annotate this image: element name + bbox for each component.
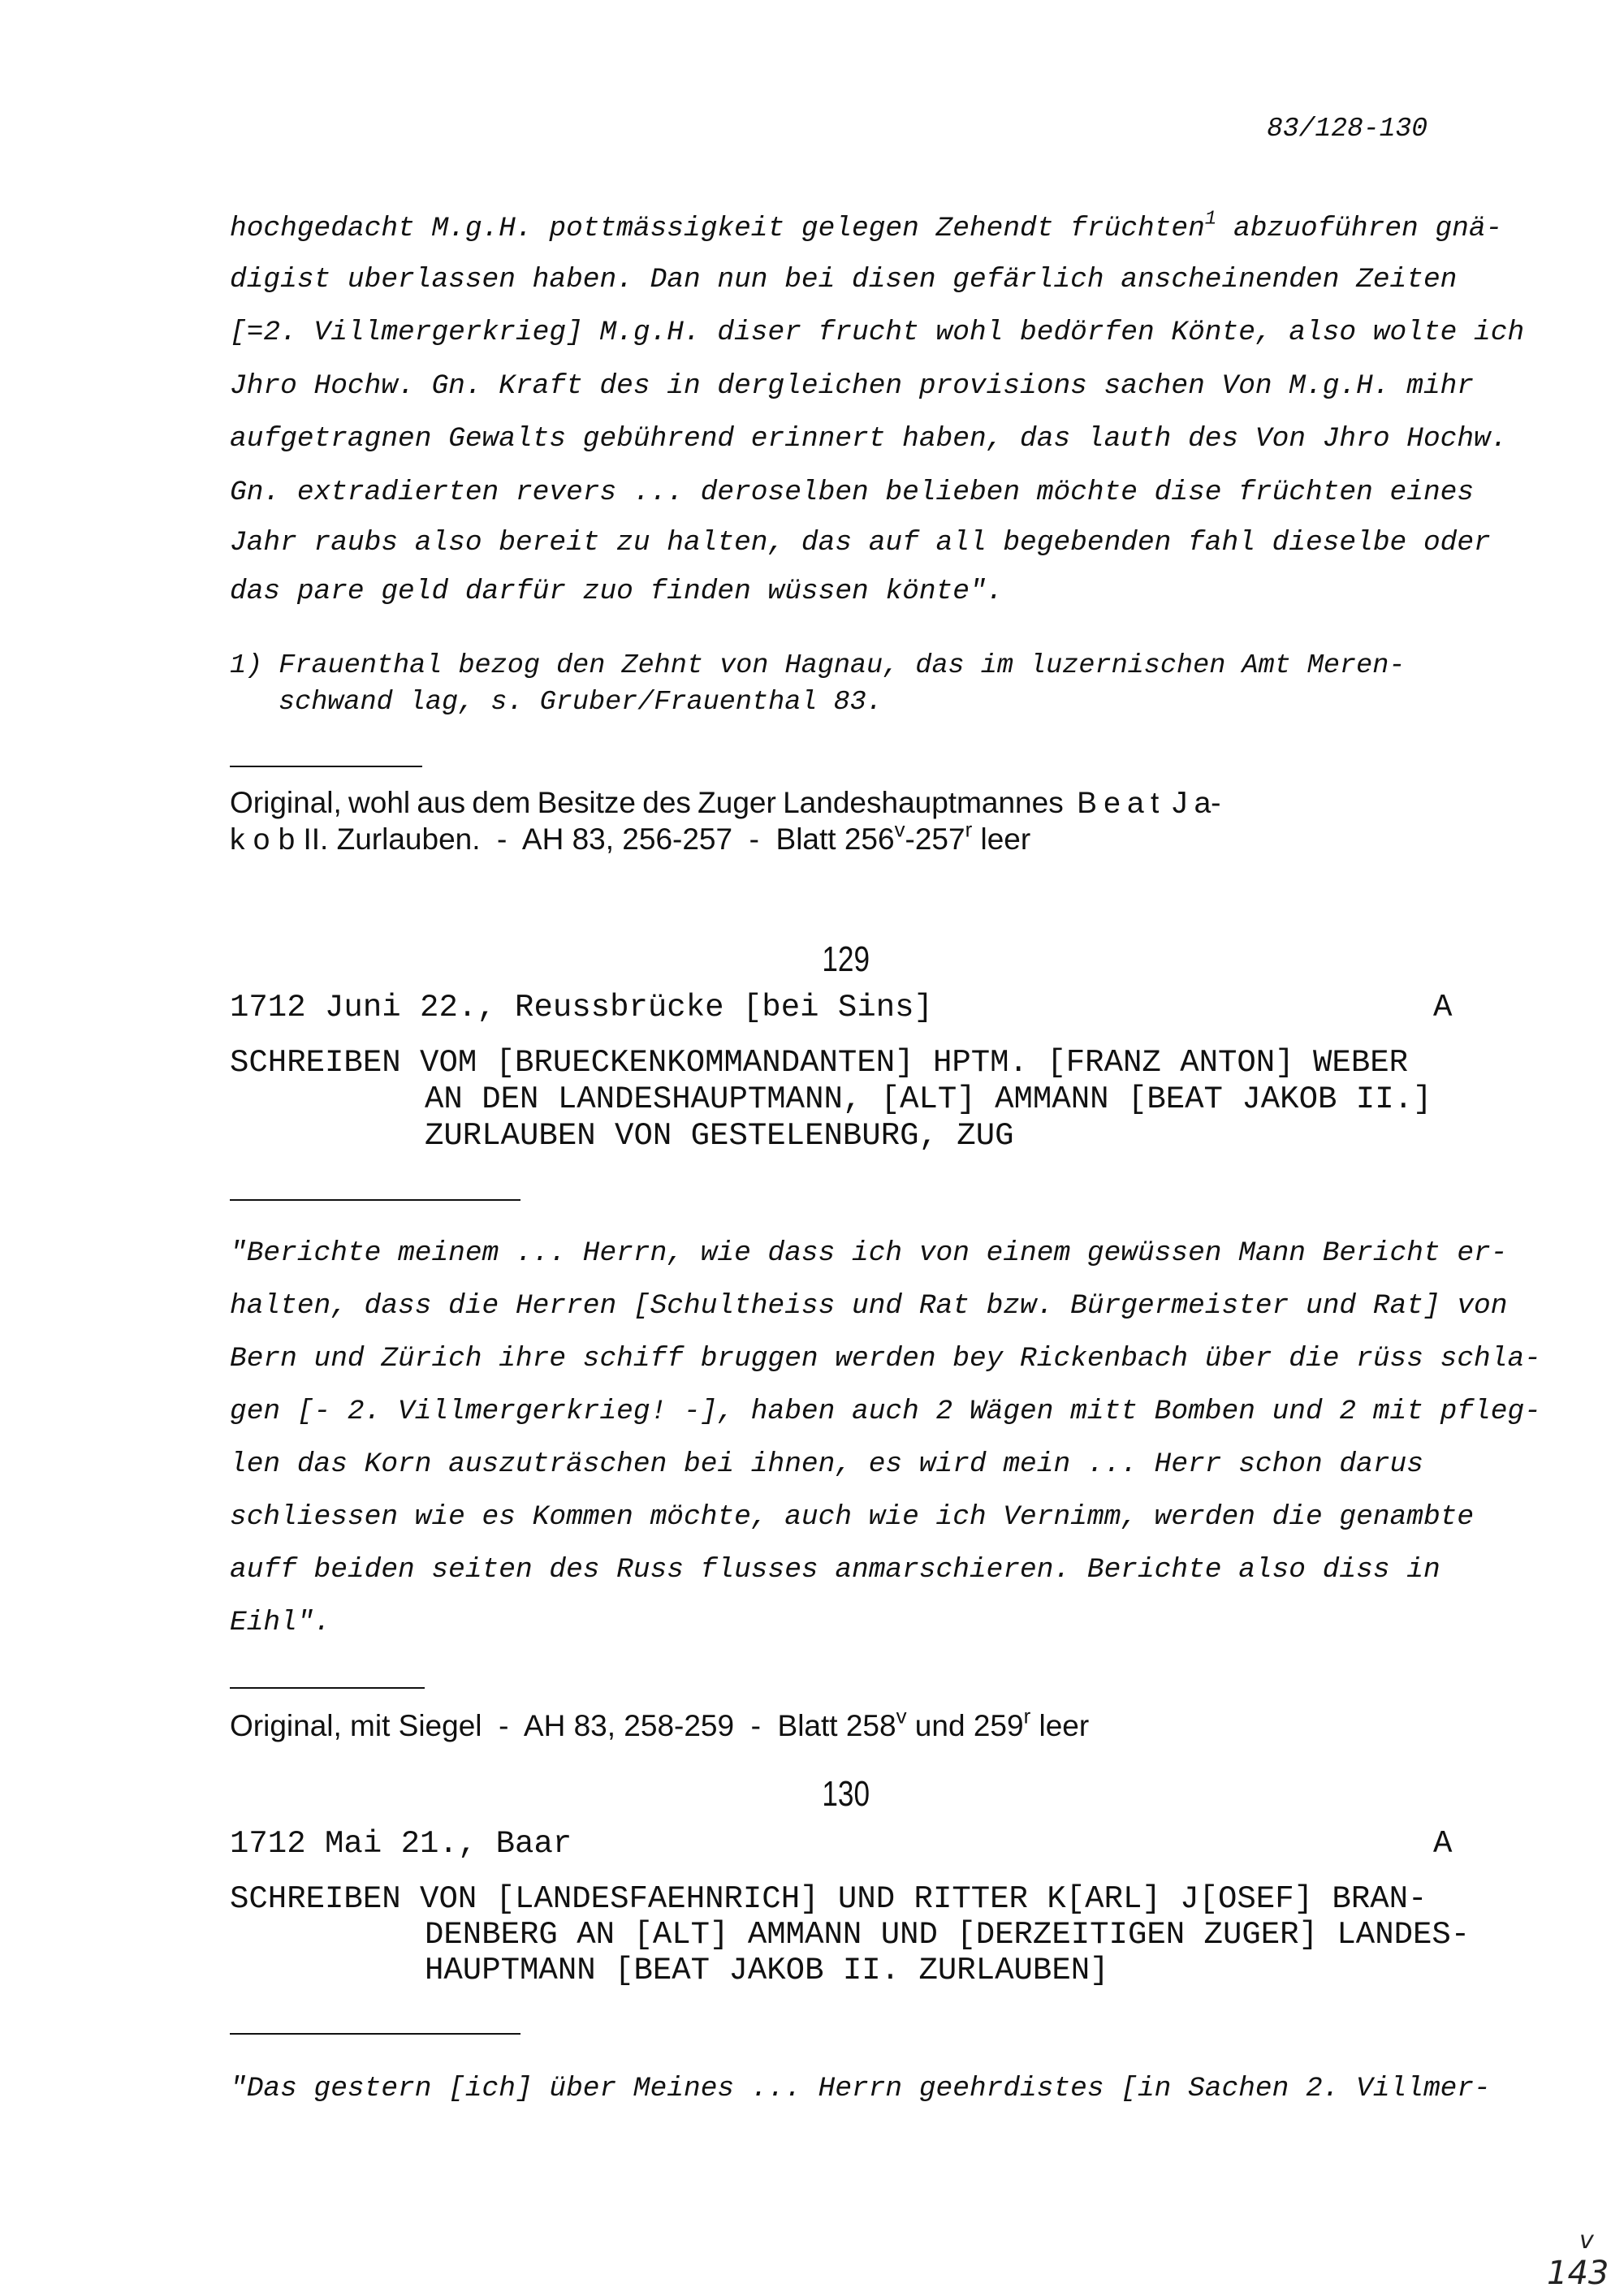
quote-line: digist uberlassen haben. Dan nun bei disen gefärlich anscheinenden Zeiten <box>230 264 1458 296</box>
entry-title-line: SCHREIBEN VOM [BRUECKENKOMMANDANTEN] HPTM. [FRANZ ANTON] WEBER <box>230 1045 1409 1081</box>
quote-line: Eihl". <box>230 1607 331 1638</box>
quote-line: Jhro Hochw. Gn. Kraft des in dergleichen provisions sachen Von M.g.H. mihr <box>230 370 1475 402</box>
quote-line: halten, dass die Herren [Schultheiss und Rat bzw. Bürgermeister und Rat] von <box>230 1290 1508 1322</box>
quote-line: das pare geld darfür zuo finden wüssen könte". <box>230 576 1004 607</box>
source-text: -257 <box>905 822 965 856</box>
verso-mark: v <box>896 1705 907 1729</box>
source-line <box>230 1705 1090 1742</box>
entry-date-place: 1712 Mai 21., Baar <box>230 1826 572 1862</box>
quote-line: Gn. extradierten revers ... deroselben belieben möchte dise früchten eines <box>230 477 1475 508</box>
source-text: leer <box>972 822 1031 856</box>
quote-line: aufgetragnen Gewalts gebührend erinnert haben, das lauth des Von Jhro Hochw. <box>230 423 1508 455</box>
source-text: Original, mit Siegel - AH 83, 258-259 - Blatt 258 <box>230 1709 896 1742</box>
divider <box>230 766 422 767</box>
handwritten-folio-number: 143 <box>1547 2255 1609 2292</box>
quote-line: Jahr raubs also bereit zu halten, das auf all begebenden fahl dieselbe oder <box>230 527 1491 559</box>
page-reference: 83/128-130 <box>1267 114 1428 144</box>
quote-text: abzuoführen gnä- <box>1216 213 1503 244</box>
quote-line: Bern und Zürich ihre schiff bruggen werden bey Rickenbach über die rüss schla- <box>230 1343 1541 1375</box>
quote-line: "Das gestern [ich] über Meines ... Herrn geehrdistes [in Sachen 2. Villmer- <box>230 2073 1491 2104</box>
footnote-line: 1) Frauenthal bezog den Zehnt von Hagnau, das im luzernischen Amt Meren- <box>230 650 1406 681</box>
entry-title-line: DENBERG AN [ALT] AMMANN UND [DERZEITIGEN ZUGER] LANDES- <box>425 1917 1471 1953</box>
quote-line: gen [- 2. Villmergerkrieg! -], haben auch 2 Wägen mitt Bomben und 2 mit pfleg- <box>230 1396 1541 1427</box>
quote-line: [=2. Villmergerkrieg] M.g.H. diser frucht wohl bedörfen Könte, also wolte ich <box>230 317 1525 348</box>
entry-date-place: 1712 Juni 22., Reussbrücke [bei Sins] <box>230 990 933 1025</box>
divider <box>230 1687 425 1689</box>
entry-title-line: ZURLAUBEN VON GESTELENBURG, ZUG <box>425 1118 1014 1154</box>
source-line: Original, wohl aus dem Besitze des Zuger Landeshauptmannes B e a t J a- <box>230 786 1221 819</box>
divider <box>230 1199 520 1201</box>
entry-number: 130 <box>822 1774 870 1814</box>
quote-line <box>230 208 1503 244</box>
verso-mark: v <box>894 818 905 842</box>
handwritten-verso-mark: v <box>1579 2226 1594 2255</box>
divider <box>230 2033 520 2035</box>
quote-text: hochgedacht M.g.H. pottmässigkeit gelegen Zehendt früchten <box>230 213 1205 244</box>
source-text: leer <box>1030 1709 1090 1742</box>
source-line <box>230 818 1031 856</box>
quote-line: "Berichte meinem ... Herrn, wie dass ich von einem gewüssen Mann Bericht er- <box>230 1237 1508 1269</box>
recto-mark: r <box>965 818 973 842</box>
entry-number: 129 <box>822 939 870 979</box>
quote-line: len das Korn auszuträschen bei ihnen, es wird mein ... Herr schon darus <box>230 1448 1423 1480</box>
quote-line: auff beiden seiten des Russ flusses anmarschieren. Berichte also diss in <box>230 1554 1440 1586</box>
footnote-line: schwand lag, s. Gruber/Frauenthal 83. <box>279 687 883 718</box>
recto-mark: r <box>1023 1705 1031 1729</box>
entry-title-line: SCHREIBEN VON [LANDESFAEHNRICH] UND RITTER K[ARL] J[OSEF] BRAN- <box>230 1881 1427 1917</box>
footnote-marker: 1 <box>1204 208 1217 231</box>
entry-type-code: A <box>1433 1826 1453 1862</box>
source-text: und 259 <box>906 1709 1024 1742</box>
quote-line: schliessen wie es Kommen möchte, auch wie ich Vernimm, werden die genambte <box>230 1501 1475 1533</box>
entry-title-line: HAUPTMANN [BEAT JAKOB II. ZURLAUBEN] <box>425 1953 1109 1988</box>
entry-title-line: AN DEN LANDESHAUPTMANN, [ALT] AMMANN [BEAT JAKOB II.] <box>425 1081 1432 1117</box>
entry-type-code: A <box>1433 990 1453 1025</box>
source-text: k o b II. Zurlauben. - AH 83, 256-257 - Blatt 256 <box>230 822 895 856</box>
